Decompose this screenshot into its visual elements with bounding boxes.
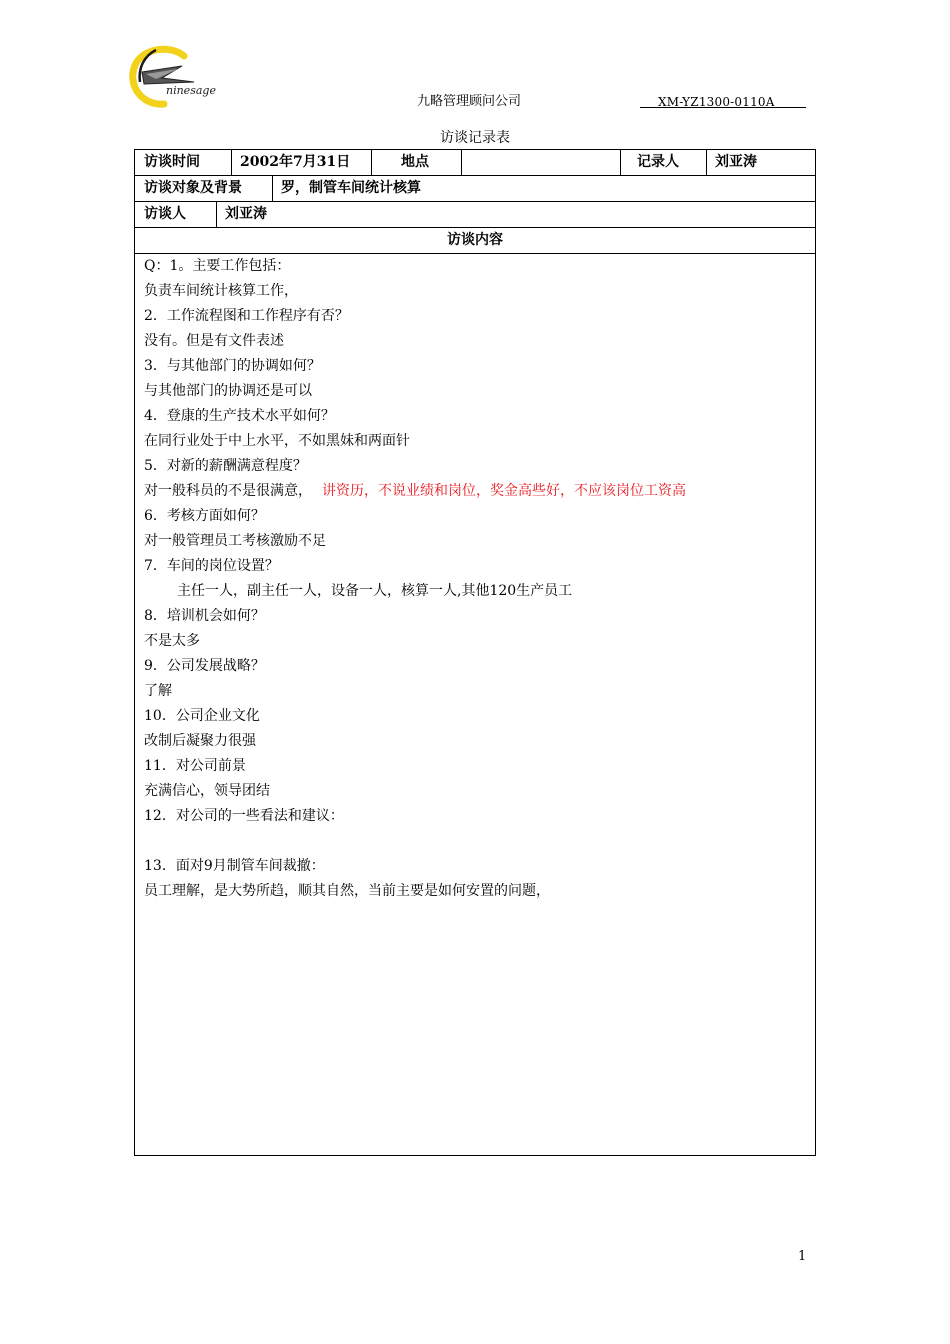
content-line-text: 5．对新的薪酬满意程度？	[144, 458, 307, 474]
content-heading: 访谈内容	[447, 232, 503, 248]
interview-time-label: 访谈时间	[144, 154, 200, 170]
content-line-text: 7．车间的岗位设置？	[144, 558, 279, 574]
content-line-text: 与其他部门的协调还是可以	[144, 383, 312, 399]
content-line	[144, 679, 809, 704]
content-line-text: Q：1。主要工作包括：	[144, 258, 291, 274]
content-line-text: 充满信心，领导团结	[144, 783, 270, 799]
content-line	[144, 629, 809, 654]
content-line	[144, 454, 809, 479]
content-line	[144, 804, 809, 829]
blank-line	[144, 829, 809, 854]
content-line-text: 3．与其他部门的协调如何？	[144, 358, 321, 374]
company-logo	[126, 42, 236, 114]
page-number: 1	[798, 1249, 807, 1264]
recorder-value: 刘亚涛	[715, 154, 757, 170]
interview-content	[144, 254, 809, 904]
content-line-text: 4．登康的生产技术水平如何？	[144, 408, 335, 424]
content-line	[144, 429, 809, 454]
content-line	[144, 354, 809, 379]
content-line-text: 员工理解，是大势所趋，顺其自然，当前主要是如何安置的问题，	[144, 883, 550, 899]
content-line-text: 对一般管理员工考核激励不足	[144, 533, 326, 549]
content-line-text: 不是太多	[144, 633, 200, 649]
content-line	[144, 604, 809, 629]
content-line	[144, 279, 809, 304]
content-line	[144, 529, 809, 554]
content-line	[144, 729, 809, 754]
content-line	[144, 304, 809, 329]
content-line	[144, 579, 809, 604]
subject-value: 罗，制管车间统计核算	[281, 180, 421, 196]
content-line	[144, 779, 809, 804]
logo-wordmark: ninesage	[166, 84, 216, 97]
place-value	[461, 150, 620, 175]
content-line-text: 9．公司发展战略？	[144, 658, 265, 674]
content-line	[144, 404, 809, 429]
interviewer-value: 刘亚涛	[225, 206, 267, 222]
content-line	[144, 504, 809, 529]
content-line	[144, 654, 809, 679]
header-rule	[640, 107, 806, 108]
row-interviewer	[135, 202, 815, 228]
content-line	[144, 754, 809, 779]
content-line	[144, 329, 809, 354]
content-line-text: 12．对公司的一些看法和建议：	[144, 808, 344, 824]
content-line	[144, 479, 809, 504]
content-line-text: 负责车间统计核算工作，	[144, 283, 298, 299]
content-line-text: 没有。但是有文件表述	[144, 333, 284, 349]
row-content-heading	[135, 228, 815, 254]
recorder-label: 记录人	[637, 154, 679, 170]
content-line-text: 对一般科员的不是很满意，	[144, 483, 312, 499]
document-code: XM-YZ1300-0110A	[658, 95, 775, 109]
subject-label: 访谈对象及背景	[144, 180, 242, 196]
content-line	[144, 554, 809, 579]
content-line-text: 8．培训机会如何？	[144, 608, 265, 624]
content-line-text: 11．对公司前景	[144, 758, 246, 774]
content-line-text: 2．工作流程图和工作程序有否？	[144, 308, 349, 324]
content-line-text: 了解	[144, 683, 172, 699]
content-line	[144, 879, 809, 904]
interviewer-label: 访谈人	[144, 206, 186, 222]
content-line-text: 6．考核方面如何？	[144, 508, 265, 524]
content-line-text: 在同行业处于中上水平，不如黑妹和两面针	[144, 433, 410, 449]
content-line-text: 10．公司企业文化	[144, 708, 260, 724]
content-line	[144, 854, 809, 879]
place-label: 地点	[401, 154, 429, 170]
highlighted-remark: 讲资历，不说业绩和岗位，奖金高些好，不应该岗位工资高	[322, 483, 686, 499]
interview-record-table	[134, 149, 816, 1156]
content-line	[144, 704, 809, 729]
content-line	[144, 254, 809, 279]
content-line-text: 主任一人，副主任一人，设备一人，核算一人,其他120生产员工	[177, 583, 573, 599]
row-subject-background	[135, 176, 815, 202]
company-name: 九略管理顾问公司	[417, 94, 522, 109]
content-line-text: 13．面对9月制管车间裁撤：	[144, 858, 325, 874]
content-line	[144, 379, 809, 404]
form-title: 访谈记录表	[440, 130, 510, 146]
row-time-place-recorder	[135, 150, 815, 176]
content-line-text: 改制后凝聚力很强	[144, 733, 256, 749]
interview-time-value: 2002年7月31日	[240, 154, 351, 170]
